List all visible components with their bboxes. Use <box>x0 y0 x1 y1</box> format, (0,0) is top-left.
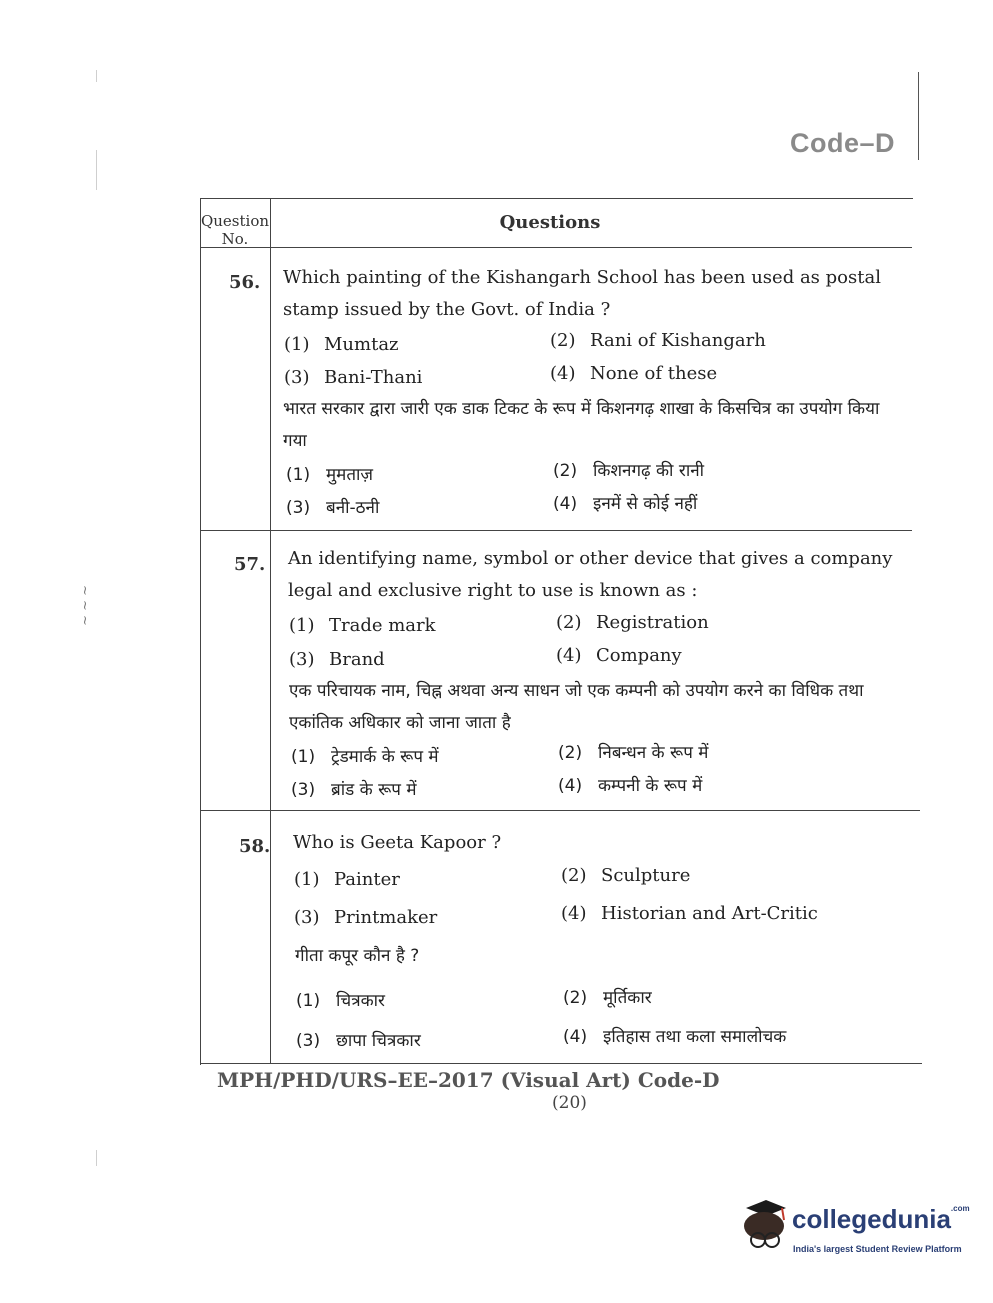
paper-code: Code–D <box>790 128 896 158</box>
option-en <box>550 330 766 351</box>
option-hi <box>296 1028 421 1051</box>
column-divider <box>270 198 271 1064</box>
option-en <box>289 615 436 636</box>
option-label: Registration <box>596 612 709 633</box>
option-hi <box>291 777 417 800</box>
option-label: छापा चित्रकार <box>336 1031 421 1051</box>
option-hi <box>563 985 652 1008</box>
option-label: Trade mark <box>329 615 436 636</box>
option-number: (1) <box>284 334 310 355</box>
page-edge-line <box>918 72 919 160</box>
option-number: (3) <box>284 367 310 388</box>
question-number: 58. <box>239 836 271 857</box>
option-number: (3) <box>289 649 315 670</box>
option-label: None of these <box>590 363 718 384</box>
option-hi <box>286 462 373 485</box>
option-label: चित्रकार <box>336 991 385 1011</box>
option-number: (1) <box>296 991 321 1011</box>
option-label: Sculpture <box>601 865 691 886</box>
question-text-english: Who is Geeta Kapoor ? <box>293 832 502 853</box>
page-number: (20) <box>552 1093 587 1113</box>
exam-footer-code: MPH/PHD/URS–EE–2017 (Visual Art) Code-D <box>217 1068 720 1092</box>
option-label: मूर्तिकार <box>603 988 652 1008</box>
option-en <box>289 649 385 670</box>
row-divider <box>200 810 920 811</box>
question-text-hindi: एक परिचायक नाम, चिह्न अथवा अन्य साधन जो एक कम्पनी को उपयोग करने का विधिक तथा एकांतिक अधिकार को जाना जाता है <box>289 681 864 733</box>
option-label: Company <box>596 645 682 666</box>
option-hi <box>291 744 439 767</box>
option-number: (4) <box>558 776 583 796</box>
table-bottom <box>200 1063 922 1064</box>
option-hi <box>286 495 379 518</box>
option-label: Painter <box>334 869 400 890</box>
option-en <box>556 645 682 666</box>
option-label: ट्रेडमार्क के रूप में <box>331 747 439 767</box>
option-label: इतिहास तथा कला समालोचक <box>603 1027 787 1047</box>
option-hi <box>563 1024 786 1047</box>
option-en <box>294 869 400 890</box>
option-en <box>284 334 399 355</box>
option-label: ब्रांड के रूप में <box>331 780 417 800</box>
header-border <box>200 247 912 248</box>
option-label: बनी-ठनी <box>326 498 380 518</box>
option-label: Mumtaz <box>324 334 399 355</box>
option-hi <box>558 740 708 763</box>
option-label: Brand <box>329 649 385 670</box>
option-label: Printmaker <box>334 907 438 928</box>
option-label: Bani-Thani <box>324 367 423 388</box>
margin-handwriting: ~ ~ ~ <box>77 585 92 626</box>
option-number: (2) <box>550 330 576 351</box>
option-hi <box>558 773 702 796</box>
option-number: (1) <box>294 869 320 890</box>
option-number: (4) <box>561 903 587 924</box>
option-number: (2) <box>556 612 582 633</box>
question-text-hindi: गीता कपूर कौन है ? <box>295 946 420 966</box>
option-number: (3) <box>294 907 320 928</box>
option-label: मुमताज़ <box>326 465 374 485</box>
option-number: (2) <box>553 461 578 481</box>
option-number: (2) <box>563 988 588 1008</box>
logo-com: .com <box>950 1204 970 1213</box>
option-en <box>556 612 709 633</box>
option-hi <box>296 988 385 1011</box>
option-en <box>284 367 422 388</box>
option-label: किशनगढ़ की रानी <box>593 461 705 481</box>
question-number: 56. <box>229 272 261 293</box>
row-divider <box>200 530 912 531</box>
option-en <box>550 363 717 384</box>
option-en <box>561 865 690 886</box>
option-number: (3) <box>296 1031 321 1051</box>
question-text-english: An identifying name, symbol or other device that gives a company legal and exclusive right to use is known as : <box>288 548 893 601</box>
option-number: (1) <box>286 465 311 485</box>
question-text-english: Which painting of the Kishangarh School has been used as postal stamp issued by the Govt. of India ? <box>283 267 881 320</box>
logo-tagline: India's largest Student Review Platform <box>793 1244 962 1254</box>
option-number: (2) <box>558 743 583 763</box>
option-number: (2) <box>561 865 587 886</box>
option-hi <box>553 491 697 514</box>
column-header-questions: Questions <box>499 212 601 233</box>
margin-mark <box>96 70 97 82</box>
option-label: Historian and Art-Critic <box>601 903 818 924</box>
question-text-hindi: भारत सरकार द्वारा जारी एक डाक टिकट के रूप में किशनगढ़ शाखा के किसचित्र का उपयोग किया गया <box>283 399 880 451</box>
option-number: (4) <box>563 1027 588 1047</box>
option-number: (1) <box>291 747 316 767</box>
question-number: 57. <box>234 554 266 575</box>
option-label: कम्पनी के रूप में <box>598 776 703 796</box>
option-number: (4) <box>556 645 582 666</box>
option-en <box>294 907 437 928</box>
option-label: Rani of Kishangarh <box>590 330 766 351</box>
logo-wordmark <box>792 1204 970 1235</box>
option-label: निबन्धन के रूप में <box>598 743 709 763</box>
option-number: (3) <box>286 498 311 518</box>
option-number: (1) <box>289 615 315 636</box>
option-number: (4) <box>553 494 578 514</box>
column-header-number: Question No. <box>200 212 270 248</box>
margin-mark <box>96 150 97 190</box>
option-label: इनमें से कोई नहीं <box>593 494 698 514</box>
logo-name: collegedunia <box>792 1204 951 1234</box>
margin-mark <box>96 1150 97 1166</box>
option-number: (4) <box>550 363 576 384</box>
option-number: (3) <box>291 780 316 800</box>
option-en <box>561 903 818 924</box>
option-hi <box>553 458 704 481</box>
